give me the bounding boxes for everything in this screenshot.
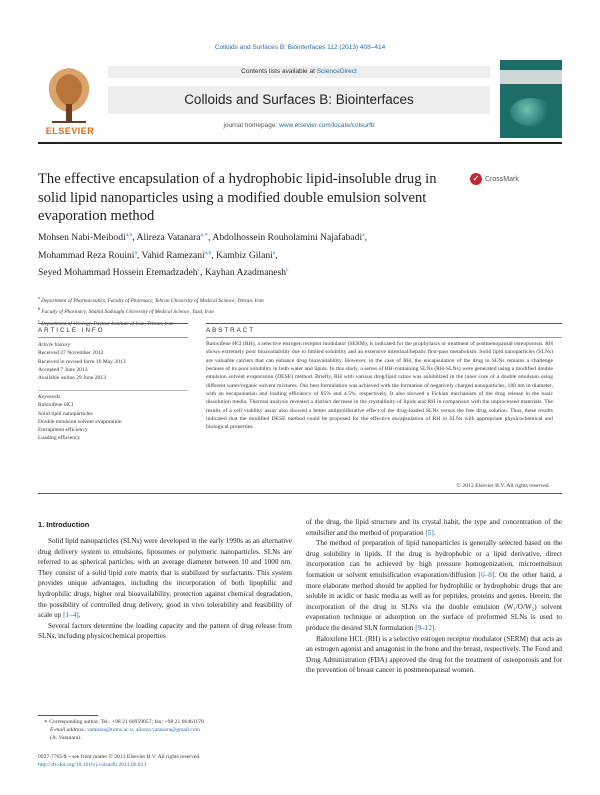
author-line: Mohammad Reza Rouini$^a$, Vahid Ramezani$^{a,b}$, Kambiz Gilani$^a$, — [38, 249, 278, 261]
email-name: (A. Vatanara). — [50, 735, 82, 741]
article-info-rule — [38, 323, 188, 324]
journal-cover-thumbnail — [500, 60, 562, 138]
author-line: Seyed Mohammad Hossein Etemadzadeh$^c$, Kayhan Azadmanesh$^c$ — [38, 267, 289, 279]
crossmark-badge[interactable] — [470, 172, 530, 186]
abstract-text: Raloxifene HCl (RH), a selective estrogen receptor modulator (SERM), is indicated for the prophylaxis or treatment of postmenopausal osteoporosis. RH shows extremely poor bioavailability due to limited solubility and an extensive intestinal/hepatic first-pass metabolism. Solid lipid nanoparticles (SLNs) are valuable carriers that can enhance drug bioavailability. However, in the case of RH, the encapsulation of the drug in SLNs remains a challenge because of its poor solubility in both water and lipids. In this study, a series of RH-containing SLNs (RH-SLNs) were generated using a modified double emulsion solvent evaporation (DESE) method. Briefly, RH with various drug/lipid ratios was solubilized in the inner core of a double emulsion using different water/organic solvent mixtures. Our best formulation was achieved with the formation of negatively charged nanoparticles, 180 nm in diameter, with an encapsulation and loading efficiency of 85% and 4.5%, respectively. It also showed a Fickian mechanism of the drug release in the basic dissolution media. Thermal analysis revealed a distinct decrease in the crystallinity of lipids and RH in comparison with the unprocessed materials. The results of a cell viability assay also showed a better antiproliferative effect of the drug-loaded SLNs versus the free drug solution. Thus, these results indicated that the modified DESE method could be proposed for the effective encapsulation of RH in SLNs with appropriate physicochemical and biological properties. — [206, 341, 553, 431]
citation-9-12[interactable]: [9–12] — [415, 623, 435, 632]
intro-p4b-text: On the other hand, a more elaborate method should be applied for hydrophilic or hydrophobic drugs that are soluble in acidic or basic media as well as for peptides, proteins and genes. Herein, the incorporation of the drug in SLNs via the double emulsion (W₁/O/W₂) solvent evaporation technique or adsorption on the surface of preformed SLNs is used to produce the desired SLN formulation — [306, 570, 562, 632]
author-name[interactable]: Kambiz Gilani — [216, 249, 273, 261]
article-info-subrule — [38, 337, 188, 338]
abstract-subrule — [206, 337, 562, 338]
history-item: Received 27 November 2012 — [38, 350, 104, 357]
keywords-rule — [38, 390, 188, 391]
intro-paragraph-1: Solid lipid nanoparticles (SLNs) were developed in the early 1990s as an alternative drug delivery system to emulsions, liposomes or polymeric nanoparticles. SLNs are referred to as spherical particles, with an average diameter between 10 and 1000 nm. They consist of a solid lipid core matrix that is stabilized by surfactants. This system provides unique advantages, including the incorporation of both lipophilic and hydrophilic drugs, higher oral bioavailability, protection against chemical degradation, the possibility of controlled drug delivery, good in vivo tolerability and feasibility of scale up [1–4]. — [38, 537, 292, 620]
issn-line: 0927-7765/$ – see front matter © 2013 Elsevier B.V. All rights reserved. — [38, 754, 201, 760]
author-name[interactable]: Abdolhossein Rouholamini Najafabadi — [212, 232, 363, 244]
author-name[interactable]: Vahid Ramezani — [141, 249, 205, 261]
corresponding-author: ∗ Corresponding author. Tel.: +98 21 66959057; fax: +98 21 66461178. — [44, 719, 206, 725]
affiliation-item: c — [38, 317, 42, 323]
keyword-item: Loading efficiency — [38, 435, 81, 442]
elsevier-wordmark: ELSEVIER — [45, 126, 95, 136]
keyword-item: Entrapment efficiency — [38, 427, 88, 434]
email-label: E-mail address: — [50, 727, 86, 733]
abstract-rule — [206, 323, 562, 324]
sciencedirect-link[interactable]: ScienceDirect — [316, 68, 357, 75]
email-line — [44, 726, 294, 734]
author-line: Mohsen Nabi-Meibodi$^{a,b}$, Alireza Vatanara$^{a,∗}$, Abdolhossein Rouholamini Najafabadi$^a$, — [38, 232, 367, 244]
homepage-url[interactable]: www.elsevier.com/locate/colsurfb — [279, 122, 375, 129]
journal-title: Colloids and Surfaces B: Biointerfaces — [108, 86, 490, 114]
intro-p3-text: of the drug, the lipid structure and its crystal habit, the type and concentration of the emulsifier and the method of preparation — [306, 518, 562, 537]
history-item: Available online 29 June 2013 — [38, 375, 106, 382]
author-affiliation-mark[interactable]: a,b — [125, 232, 133, 238]
abstract-heading: ABSTRACT — [206, 327, 256, 334]
keyword-item: Raloxifene HCl — [38, 402, 74, 409]
journal-reference[interactable]: Colloids and Surfaces B: Biointerfaces 112 (2013) 408–414 — [214, 44, 386, 51]
keyword-item: Solid lipid nanoparticles — [38, 410, 93, 417]
author-affiliation-mark[interactable]: a,b — [204, 249, 212, 256]
journal-homepage — [108, 122, 490, 129]
doi-link[interactable]: http://dx.doi.org/10.1016/j.colsurfb.2013.06.013 — [38, 762, 147, 768]
author-affiliation-mark[interactable]: a — [272, 249, 276, 256]
article-history — [38, 341, 188, 382]
cover-image — [510, 98, 552, 126]
intro-paragraph-3: of the drug, the lipid structure and its crystal habit, the type and concentration of the emulsifier and the method of preparation [5]. — [306, 518, 562, 537]
masthead-rule — [38, 142, 562, 144]
article-info-heading: ARTICLE INFO — [38, 327, 105, 334]
author-name[interactable]: Kayhan Azadmanesh — [204, 267, 287, 279]
author-list — [38, 228, 562, 281]
intro-p1-text: Solid lipid nanoparticles (SLNs) were developed in the early 1990s as an alternative drug delivery system to emulsions, liposomes or polymeric nanoparticles. SLNs are referred to as spherical particles, with an average diameter between 10 and 1000 nm. They consist of a solid lipid core matrix that is stabilized by surfactants. This system provides unique advantages, including the incorporation of both lipophilic and hydrophilic drugs, higher oral bioavailability, protection against chemical degradation, the possibility of controlled drug delivery, good in vivo tolerability and feasibility of scale up — [38, 537, 292, 620]
article-title: The effective encapsulation of a hydrophobic lipid-insoluble drug in solid lipid nanoparticles using a modified double emulsion solvent evaporation method — [38, 171, 437, 224]
journal-masthead — [38, 60, 562, 138]
history-list — [38, 349, 188, 382]
crossmark-label: CrossMark — [485, 175, 519, 183]
email-link[interactable]: vatanara@tums.ac.ir, alireza.vatanara@gmail.com — [87, 727, 200, 733]
contents-prefix: Contents lists available at — [241, 68, 315, 75]
intro-paragraph-2: Several factors determine the loading capacity and the pattern of drug release from SLNs, including physicochemical properties — [38, 621, 292, 641]
author-affiliation-mark[interactable]: a — [362, 232, 365, 238]
author-name[interactable]: Mohammad Reza Rouini — [38, 249, 135, 261]
author-affiliation-mark[interactable]: a,∗ — [200, 232, 209, 238]
history-item: Received in revised form 16 May 2013 — [38, 358, 126, 365]
intro-p4-text: The method of preparation of lipid nanoparticles is generally selected based on the drug solubility in lipids. If the drug is hydrophobic or a lipid derivative, direct incorporation can be achieved by high pressure homogenization, microemulsion formation or solvent emulsification evaporation/diffusion — [306, 539, 562, 579]
keywords-block — [38, 393, 188, 443]
introduction-heading: 1. Introduction — [38, 520, 90, 529]
abstract-end-rule — [38, 493, 562, 494]
affiliation-item: $^b$ Faculty of Pharmacy, Shahid Sadoughi University of Medical Science, Yazd, Iran — [38, 306, 214, 316]
citation-5[interactable]: [5] — [425, 528, 434, 537]
footnote-rule — [38, 715, 98, 716]
author-affiliation-mark[interactable]: c — [286, 267, 289, 274]
author-name[interactable]: Seyed Mohammad Hossein Etemadzadeh — [38, 267, 198, 279]
elsevier-tree-logo — [38, 62, 100, 128]
history-item: Accepted 7 June 2013 — [38, 366, 88, 373]
right-column — [306, 517, 562, 676]
crossmark-icon: ✓ — [470, 173, 482, 185]
history-label: Article history: — [38, 342, 73, 348]
keyword-item: Double emulsion solvent evaporation — [38, 418, 122, 425]
citation-6-8[interactable]: [6–8] — [478, 570, 495, 579]
homepage-label: journal homepage: — [223, 122, 278, 129]
keywords-list — [38, 401, 188, 442]
intro-paragraph-4: The method of preparation of lipid nanoparticles is generally selected based on the drug solubility in lipids. If the drug is hydrophobic or a lipid derivative, direct incorporation can be achieved by high pressure homogenization, microemulsion formation or solvent emulsification evaporation/diffusion [6–8]. On the other hand, a more elaborate method should be applied for hydrophilic or hydrophobic drugs that are soluble in acidic or basic media as well as for peptides, proteins and genes. Herein, the incorporation of the drug in SLNs via the double emulsion (W₁/O/W₂) solvent evaporation technique or adsorption on the surface of preformed SLNs is used to produce the desired SLN formulation [9–12]. — [306, 539, 562, 632]
copyright-line: © 2013 Elsevier B.V. All rights reserved. — [456, 483, 550, 489]
issn-block — [38, 753, 298, 769]
author-affiliation-mark[interactable]: c — [197, 267, 201, 274]
author-name[interactable]: Mohsen Nabi-Meibodi — [38, 232, 126, 244]
affiliation-item: $^a$ Department of Pharmaceutics, Faculty of Pharmacy, Tehran University of Medical Science, Tehran, Iran — [38, 295, 264, 304]
contents-line — [108, 66, 490, 78]
cover-stripe — [500, 70, 562, 84]
author-name[interactable]: Alireza Vatanara — [136, 232, 201, 244]
author-affiliation-mark[interactable]: a — [134, 249, 137, 256]
footnote — [44, 718, 294, 742]
intro-paragraph-5: Raloxifene HCL (RH) is a selective estrogen receptor modulator (SERM) that acts as an estrogen agonist and antagonist in the bone and the breast, respectively. The Food and Drug Administration (FDA) approved the drug for the treatment of osteoporosis and for the prevention of breast cancer in postmenopausal women. — [306, 634, 562, 675]
journal-banner — [108, 60, 490, 138]
citation-1-4[interactable]: [1–4] — [63, 611, 79, 620]
left-column — [38, 536, 292, 642]
keywords-label: Keywords: — [38, 394, 63, 400]
